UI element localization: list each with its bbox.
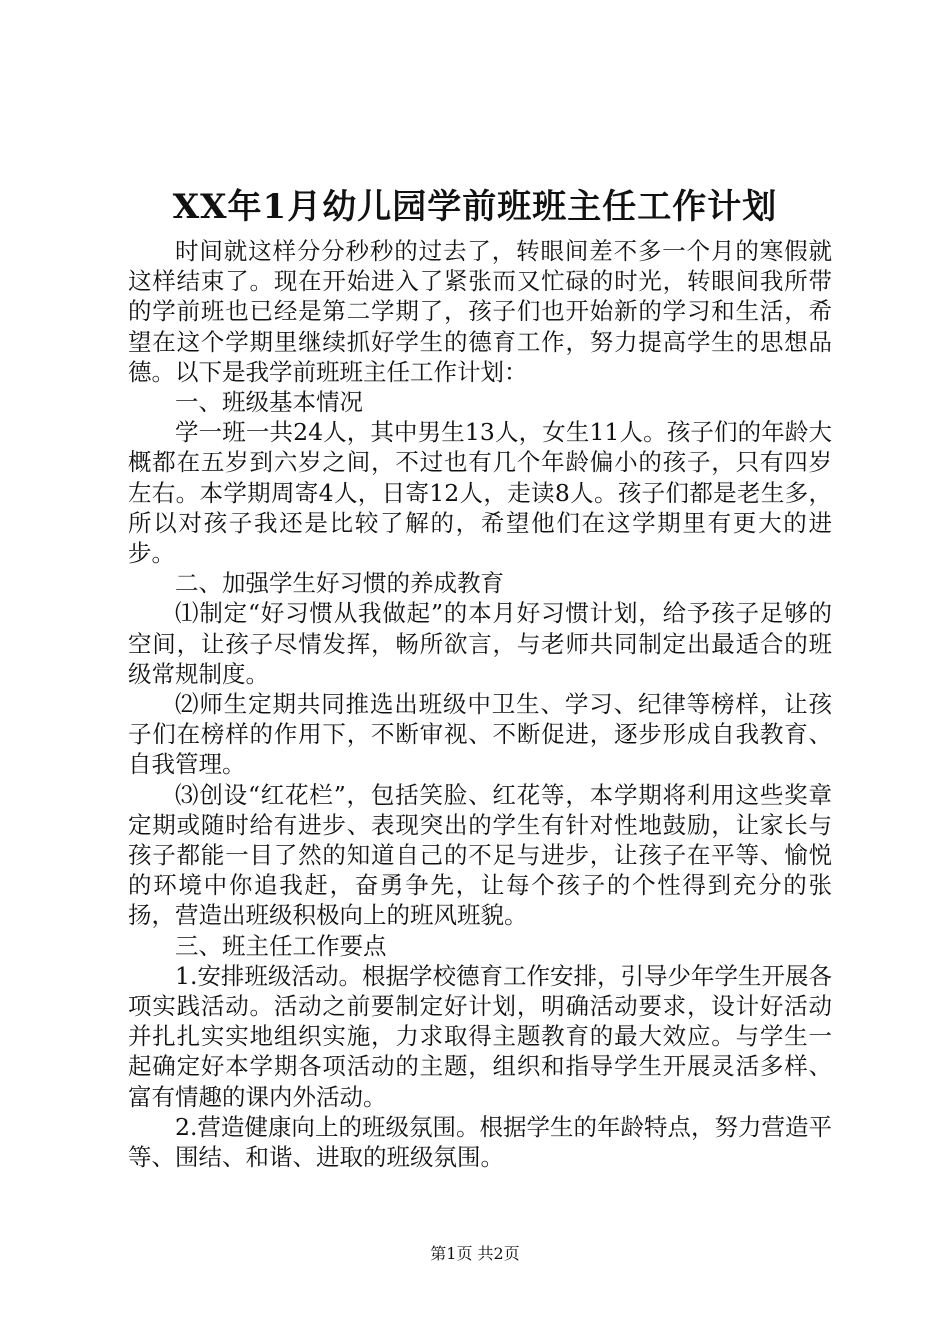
work-point-1: 1.安排班级活动。根据学校德育工作安排，引导少年学生开展各项实践活动。活动之前要制定好计划，明确活动要求，设计好活动并扎扎实实地组织实施，力求取得主题教育的最大效应。与学生一起确定好本学期各项活动的主题，组织和指导学生开展灵活多样、富有情趣的课内外活动。: [128, 961, 832, 1111]
section-heading-3: 三、班主任工作要点: [175, 931, 387, 960]
page-footer: 第1页 共2页: [430, 1244, 520, 1263]
intro-paragraph: 时间就这样分分秒秒的过去了，转眼间差不多一个月的寒假就这样结束了。现在开始进入了紧张而又忙碌的时光，转眼间我所带的学前班也已经是第二学期了，孩子们也开始新的学习和生活，希望在这个学期里继续抓好学生的德育工作，努力提高学生的思想品德。以下是我学前班班主任工作计划：: [128, 237, 832, 386]
section-heading-1: 一、班级基本情况: [175, 388, 363, 417]
document-title: XX年1月幼儿园学前班班主任工作计划: [172, 187, 778, 227]
habit-item-3: ⑶创设“红花栏”，包括笑脸、红花等，本学期将利用这些奖章定期或随时给有进步、表现突出的学生有针对性地鼓励，让家长与孩子都能一目了然的知道自己的不足与进步，让孩子在平等、愉悦的环境中你追我赶，奋勇争先，让每个孩子的个性得到充分的张扬，营造出班级积极向上的班风班貌。: [128, 780, 832, 930]
habit-item-2: ⑵师生定期共同推选出班级中卫生、学习、纪律等榜样，让孩子们在榜样的作用下，不断审视、不断促进，逐步形成自我教育、自我管理。: [128, 690, 832, 779]
class-info-paragraph: 学一班一共24人，其中男生13人，女生11人。孩子们的年龄大概都在五岁到六岁之间，不过也有几个年龄偏小的孩子，只有四岁左右。本学期周寄4人，日寄12人，走读8人。孩子们都是老生多，所以对孩子我还是比较了解的，希望他们在这学期里有更大的进步。: [128, 418, 832, 568]
document-body: [128, 236, 832, 1172]
section-heading-2: 二、加强学生好习惯的养成教育: [175, 569, 504, 598]
work-point-2: 2.营造健康向上的班级氛围。根据学生的年龄特点，努力营造平等、围结、和谐、进取的班级氛围。: [128, 1112, 832, 1172]
habit-item-1: ⑴制定“好习惯从我做起”的本月好习惯计划，给予孩子足够的空间，让孩子尽情发挥，畅所欲言，与老师共同制定出最适合的班级常规制度。: [128, 599, 832, 688]
